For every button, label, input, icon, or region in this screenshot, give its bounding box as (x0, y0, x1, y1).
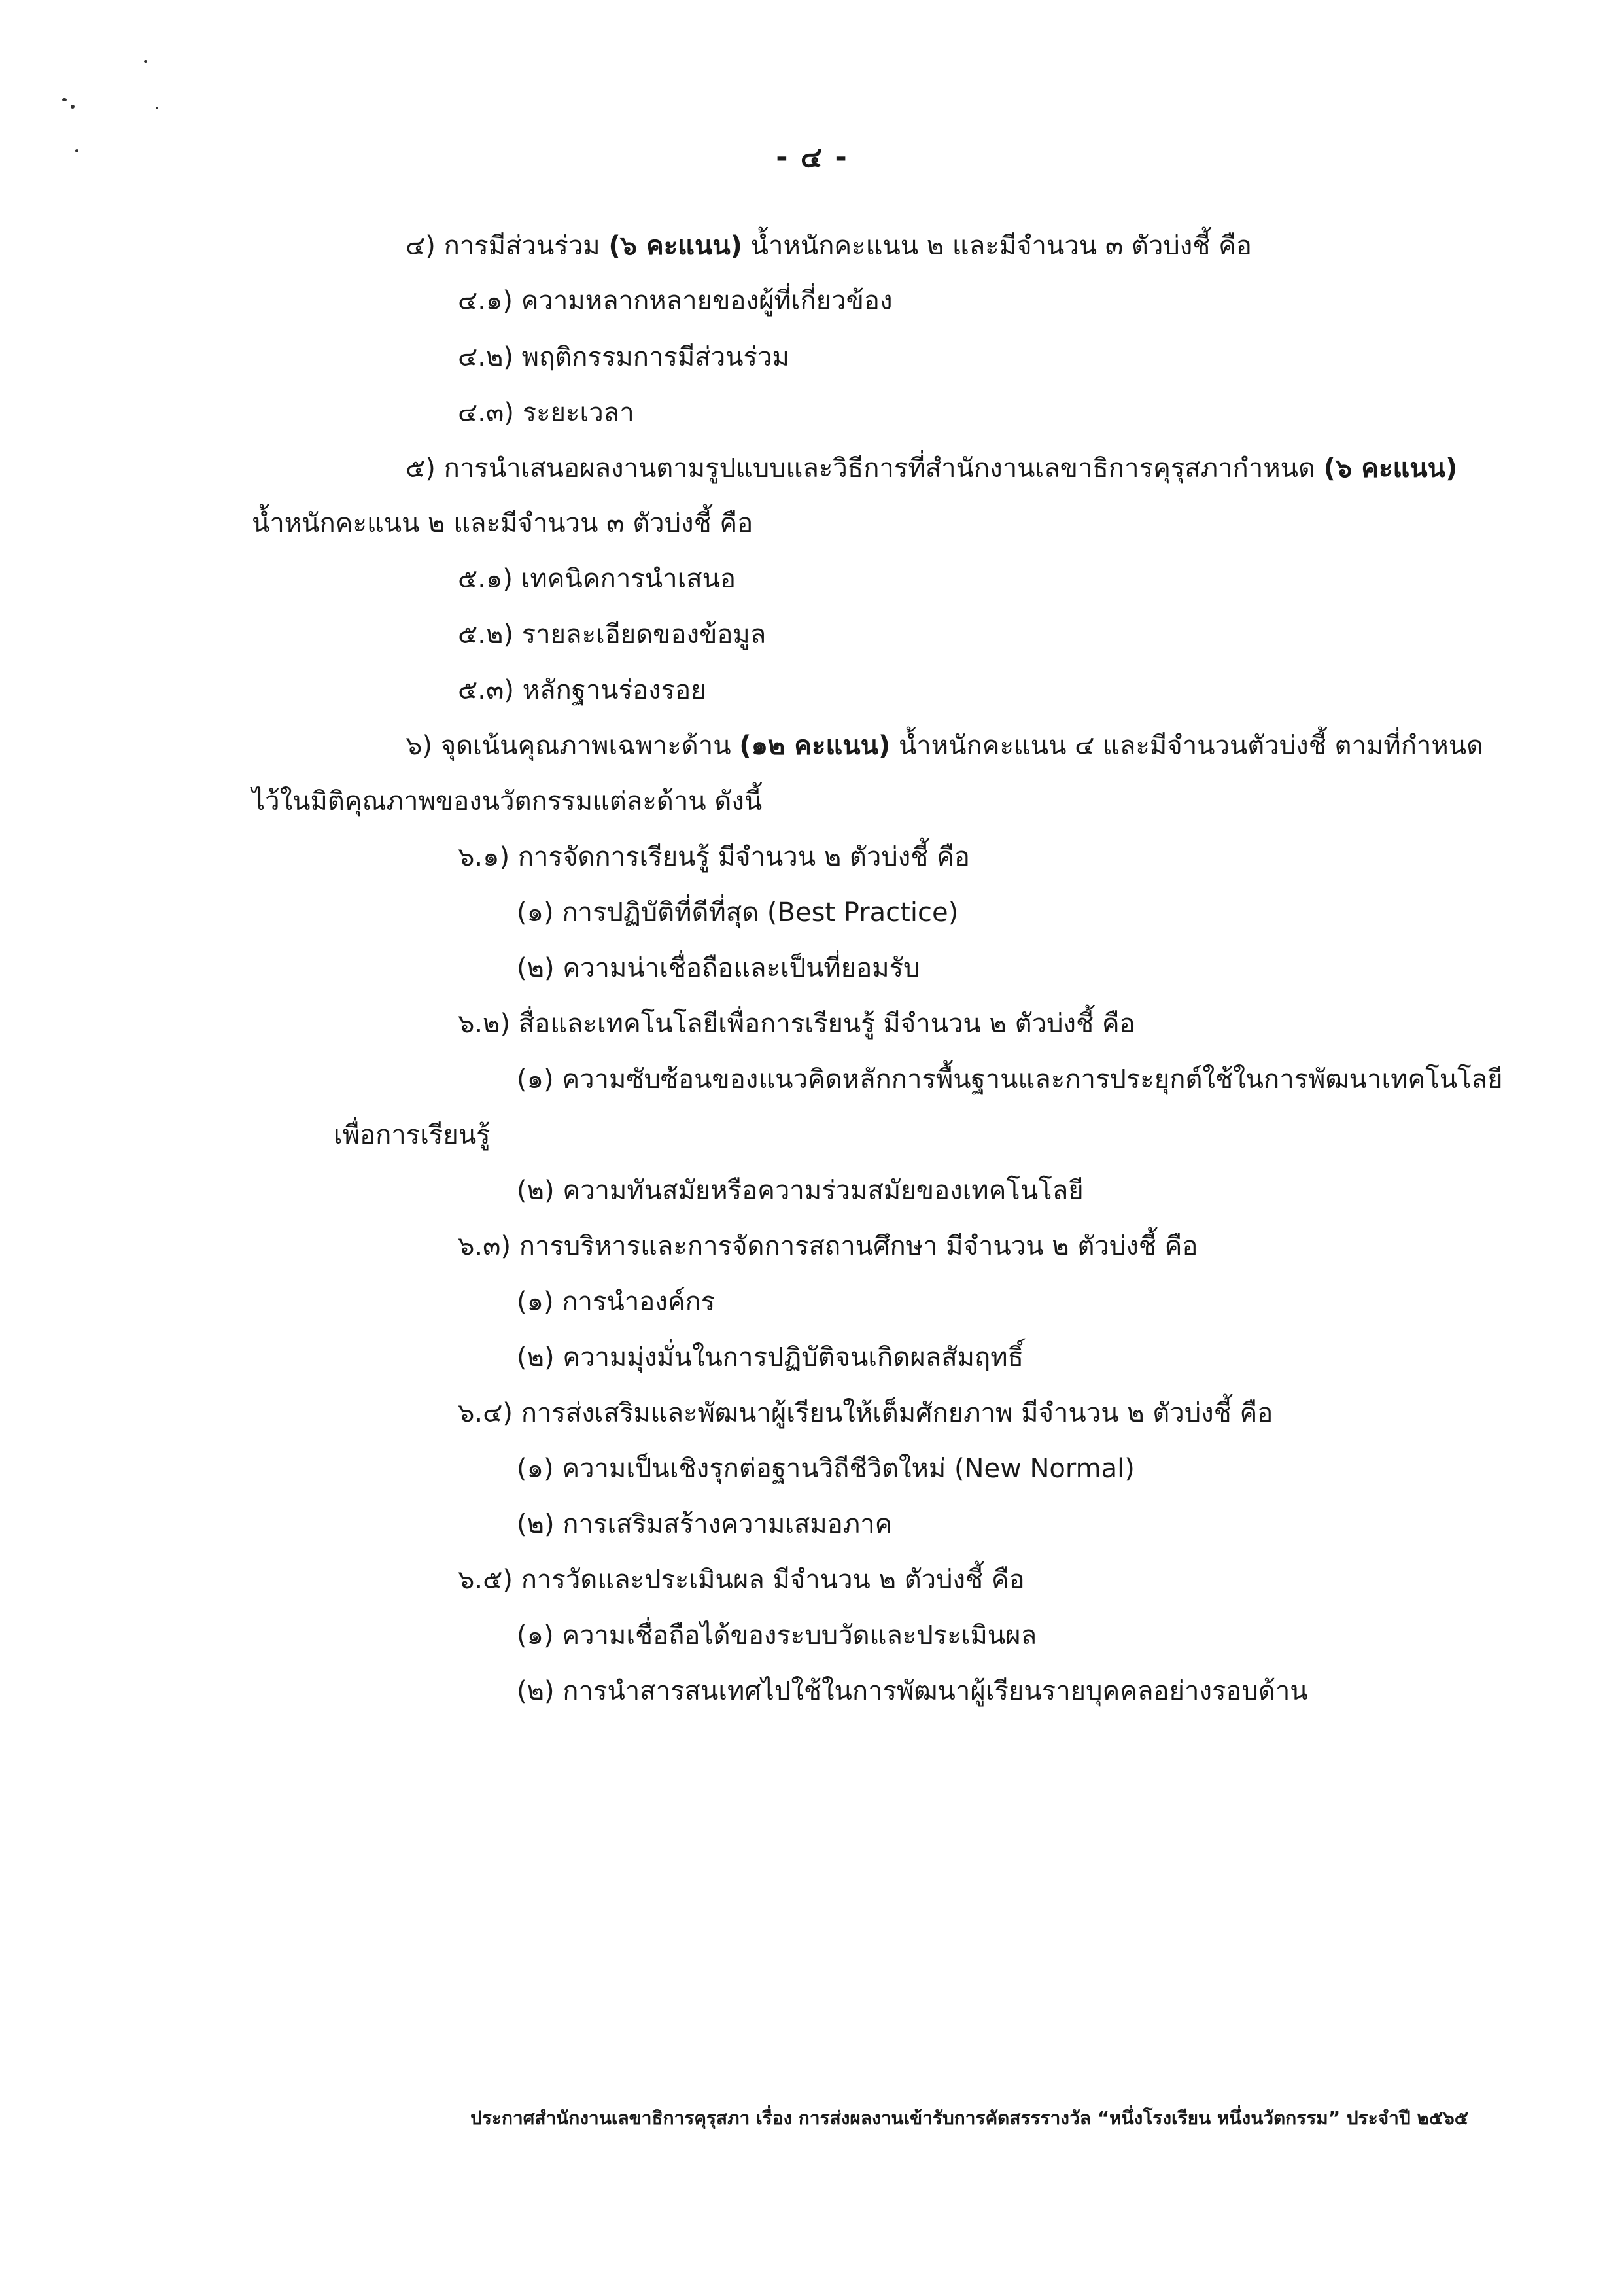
text-run: (๑) ความเชื่อถือได้ของระบบวัดและประเมินผล (517, 1620, 1037, 1651)
bold-score: (๑๒ คะแนน) (739, 731, 891, 761)
text-run: (๑) ความซับซ้อนของแนวคิดหลักการพื้นฐานและการประยุกต์ใช้ในการพัฒนาเทคโนโลยี (517, 1064, 1503, 1094)
text-run: ๔.๒) พฤติกรรมการมีส่วนร่วม (458, 342, 789, 372)
text-run: ๖.๒) สื่อและเทคโนโลยีเพื่อการเรียนรู้ มีจำนวน ๒ ตัวบ่งชี้ คือ (458, 1009, 1135, 1039)
text-run: ๕.๒) รายละเอียดของข้อมูล (458, 620, 767, 650)
scan-speck (62, 98, 67, 101)
text-run: (๑) ความเป็นเชิงรุกต่อฐานวิถีชีวิตใหม่ (New Normal) (517, 1454, 1135, 1484)
text-line-item-5-3 (458, 672, 706, 709)
text-run: ๔) การมีส่วนร่วม (406, 231, 609, 261)
text-run: น้ำหนักคะแนน ๒ และมีจำนวน ๓ ตัวบ่งชี้ คือ (742, 231, 1252, 261)
text-run: (๒) ความมุ่งมั่นในการปฏิบัติจนเกิดผลสัมฤทธิ์ (517, 1342, 1024, 1373)
text-line-item-6-5-2 (517, 1673, 1308, 1709)
text-line-item-5-1 (458, 561, 736, 597)
text-run: (๒) ความน่าเชื่อถือและเป็นที่ยอมรับ (517, 953, 920, 983)
text-line-item-6 (406, 727, 1483, 764)
text-run: (๑) การนำองค์กร (517, 1287, 716, 1317)
text-line-item-6-4-2 (517, 1506, 892, 1543)
text-run: (๒) การนำสารสนเทศไปใช้ในการพัฒนาผู้เรียนรายบุคคลอย่างรอบด้าน (517, 1676, 1308, 1706)
text-line-item-6-3-1 (517, 1284, 715, 1320)
text-run: ๕.๓) หลักฐานร่องรอย (458, 675, 706, 705)
text-run: (๒) ความทันสมัยหรือความร่วมสมัยของเทคโนโลยี (517, 1176, 1084, 1206)
text-line-item-6-3-2 (517, 1339, 1024, 1376)
text-line-item-6-1-1 (517, 894, 958, 931)
scan-speck (144, 60, 147, 63)
text-line-item-4 (406, 228, 1252, 264)
text-run: น้ำหนักคะแนน ๔ และมีจำนวนตัวบ่งชี้ ตามที่กำหนด (890, 731, 1484, 761)
text-line-item-5-2 (458, 616, 766, 653)
text-line-item-6-2 (458, 1006, 1135, 1042)
text-run: ๕.๑) เทคนิคการนำเสนอ (458, 564, 736, 594)
text-line-item-4-3 (458, 394, 634, 431)
text-run: (๑) การปฏิบัติที่ดีที่สุด (Best Practice) (517, 898, 959, 928)
text-run: ๖.๓) การบริหารและการจัดการสถานศึกษา มีจำนวน ๒ ตัวบ่งชี้ คือ (458, 1231, 1198, 1261)
scan-speck (71, 105, 75, 109)
text-line-item-6-1-2 (517, 950, 920, 987)
text-run: ๔.๑) ความหลากหลายของผู้ที่เกี่ยวข้อง (458, 286, 893, 316)
text-line-item-6-2-1 (517, 1061, 1503, 1098)
page-number: - ๔ - (776, 141, 848, 174)
scan-speck (75, 149, 78, 152)
text-line-item-6-1 (458, 839, 970, 875)
bold-score: (๖ คะแนน) (1323, 453, 1458, 483)
text-line-item-6-cont (252, 783, 762, 820)
text-run: ๖) จุดเน้นคุณภาพเฉพาะด้าน (406, 731, 740, 761)
text-line-item-6-4 (458, 1395, 1273, 1431)
text-run: ไว้ในมิติคุณภาพของนวัตกรรมแต่ละด้าน ดังนี้ (252, 786, 763, 816)
text-line-item-6-5 (458, 1562, 1025, 1598)
text-line-item-4-1 (458, 283, 892, 319)
text-line-item-6-2-1-cont (334, 1117, 491, 1153)
bold-score: (๖ คะแนน) (608, 231, 742, 261)
text-run: ๖.๔) การส่งเสริมและพัฒนาผู้เรียนให้เต็มศักยภาพ มีจำนวน ๒ ตัวบ่งชี้ คือ (458, 1398, 1273, 1428)
text-line-item-6-2-2 (517, 1172, 1084, 1209)
text-line-item-6-4-1 (517, 1450, 1135, 1487)
text-line-item-6-3 (458, 1228, 1198, 1265)
text-line-item-4-2 (458, 339, 789, 376)
text-run: ๖.๕) การวัดและประเมินผล มีจำนวน ๒ ตัวบ่งชี้ คือ (458, 1565, 1025, 1595)
document-footer: ประกาศสำนักงานเลขาธิการคุรุสภา เรื่อง การส่งผลงานเข้ารับการคัดสรรรางวัล “หนึ่งโรงเรียน หนึ่งนวัตกรรม” ประจำปี ๒๕๖๕ (470, 2107, 1468, 2129)
text-run: ๔.๓) ระยะเวลา (458, 398, 634, 428)
text-run: เพื่อการเรียนรู้ (334, 1120, 491, 1150)
text-run: ๖.๑) การจัดการเรียนรู้ มีจำนวน ๒ ตัวบ่งชี้ คือ (458, 842, 970, 872)
text-line-item-6-5-1 (517, 1617, 1037, 1654)
scan-speck (156, 107, 158, 109)
text-run: (๒) การเสริมสร้างความเสมอภาค (517, 1509, 893, 1539)
text-line-item-5 (406, 450, 1457, 487)
text-run: น้ำหนักคะแนน ๒ และมีจำนวน ๓ ตัวบ่งชี้ คือ (252, 508, 753, 538)
text-run: ๕) การนำเสนอผลงานตามรูปแบบและวิธีการที่สำนักงานเลขาธิการคุรุสภากำหนด (406, 453, 1324, 483)
text-line-item-5-cont (252, 505, 753, 542)
